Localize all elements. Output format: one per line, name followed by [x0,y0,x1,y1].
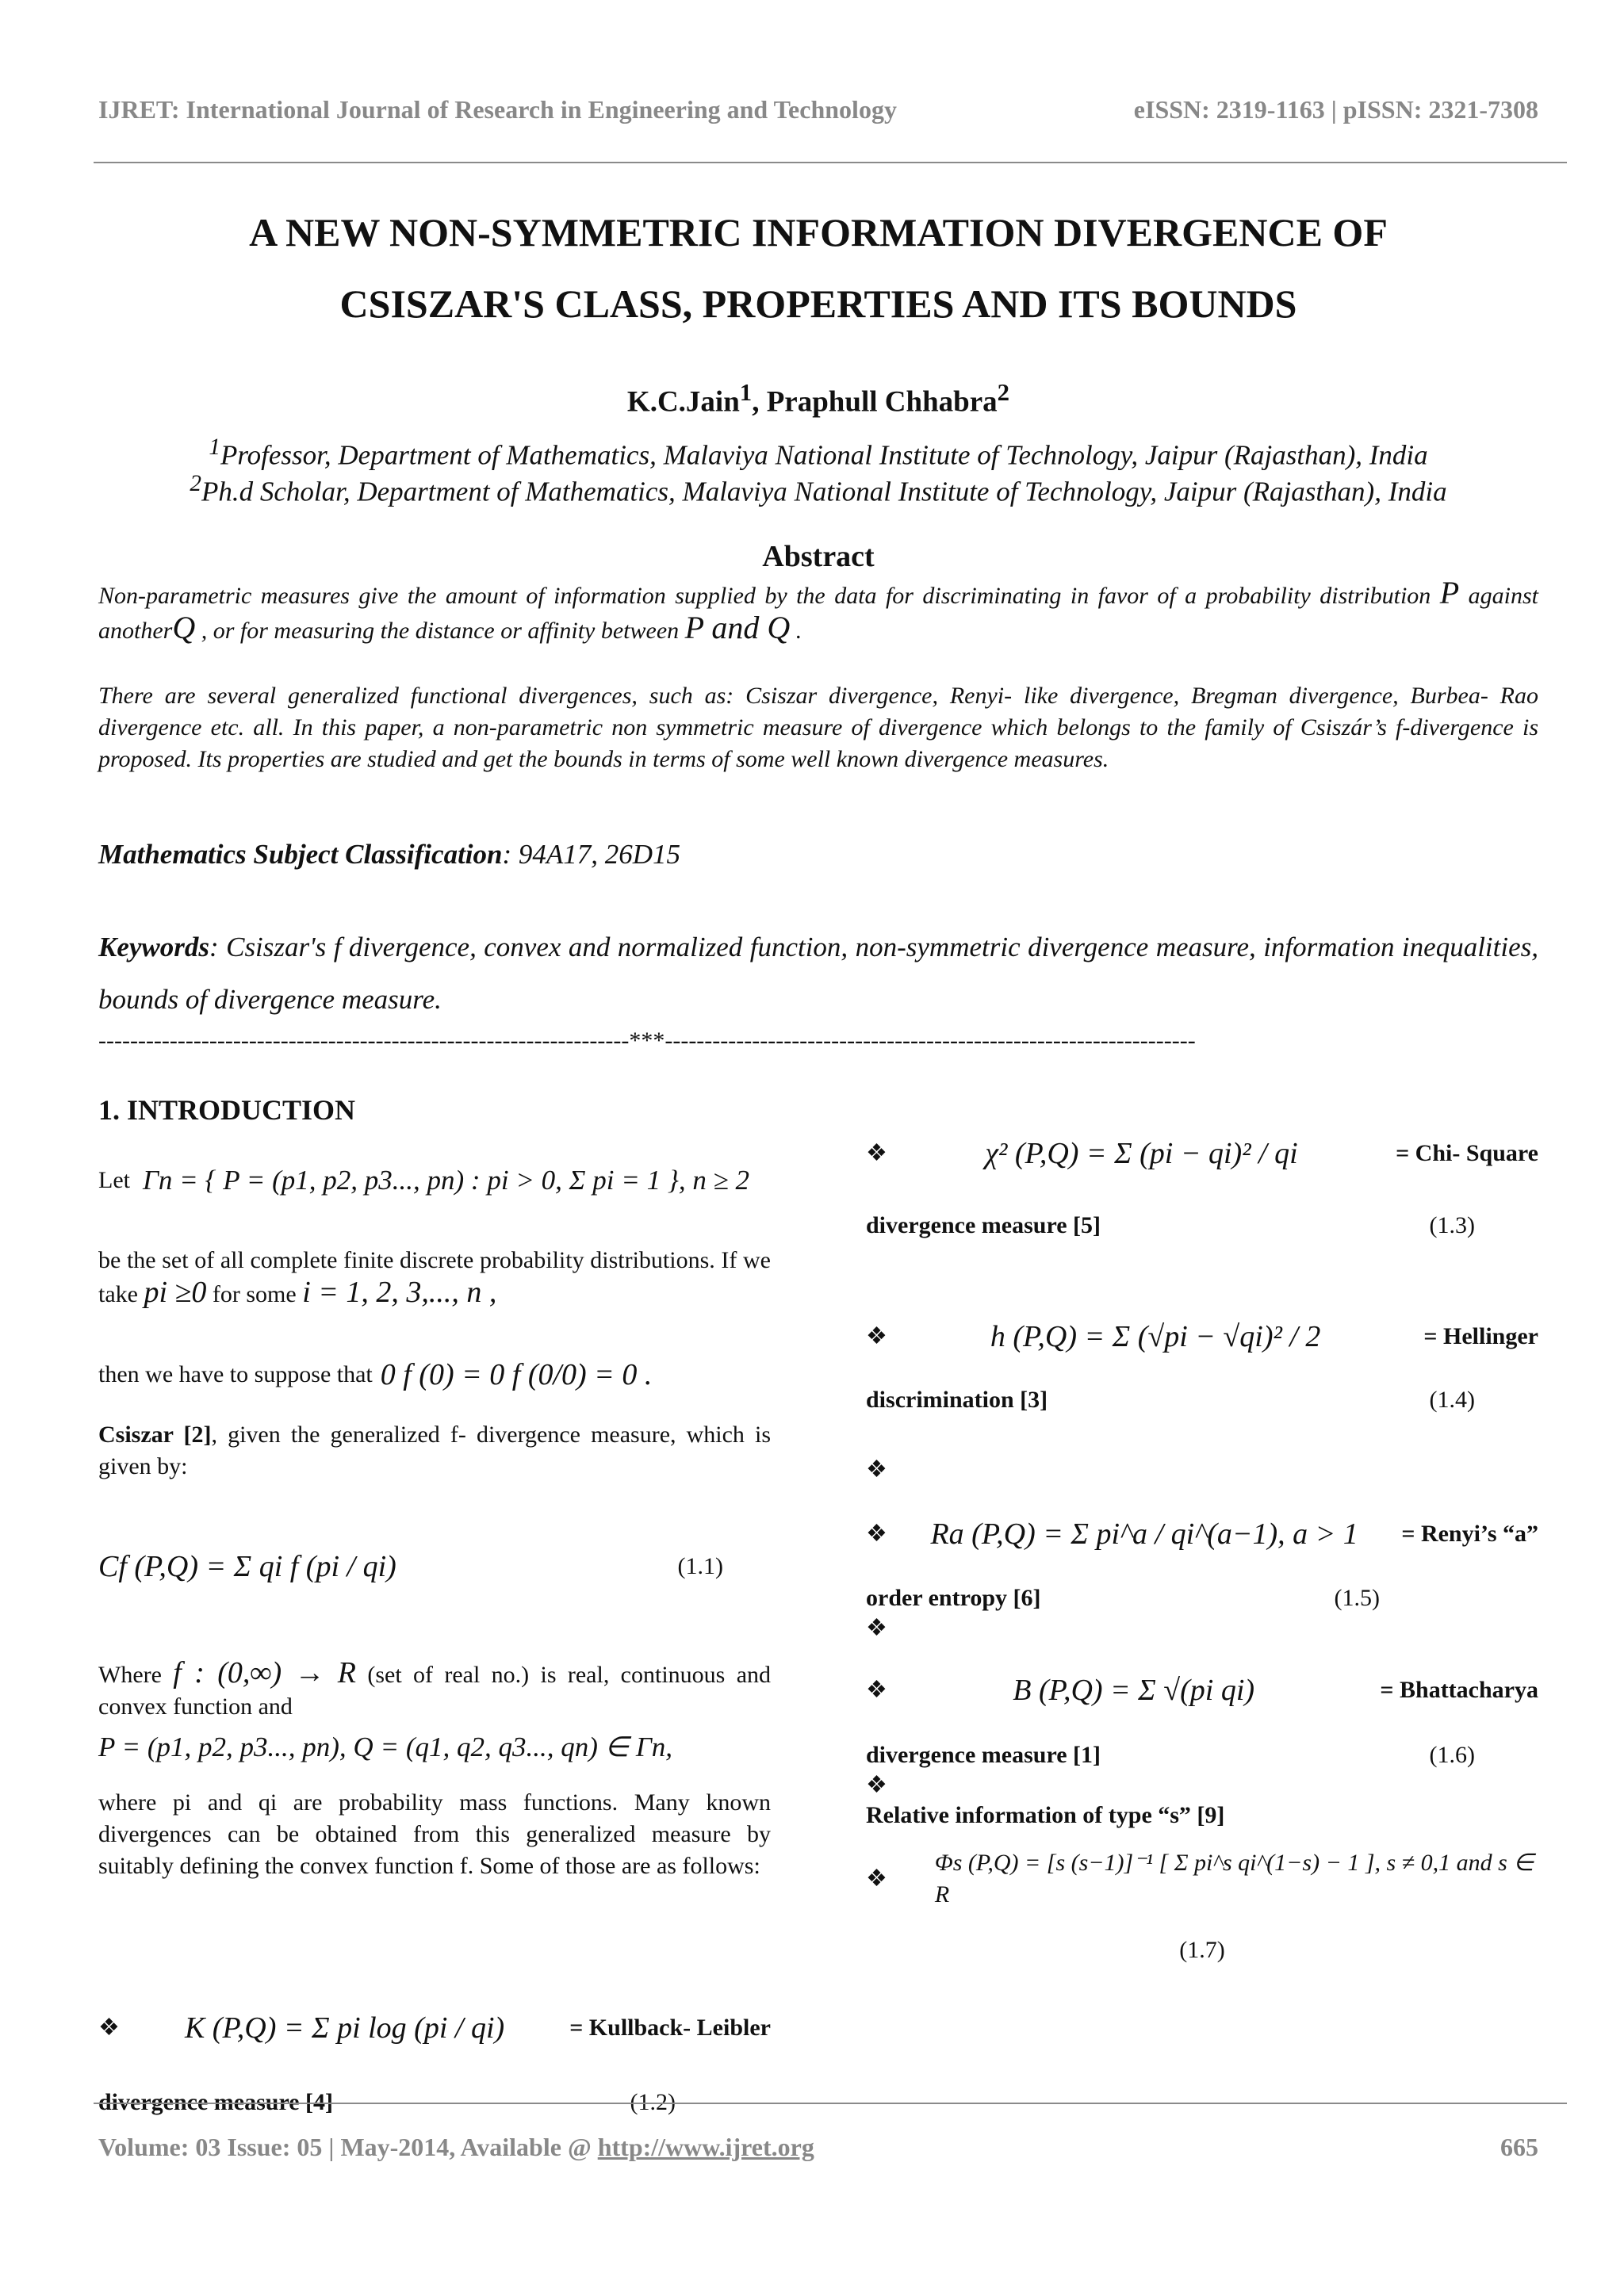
running-footer [98,2133,1538,2162]
equation-1-2-body: K (P,Q) = Σ pi log (pi / qi) [184,2011,505,2045]
equation-1-6-body: B (P,Q) = Σ √(pi qi) [1013,1674,1255,1707]
keywords-label: Keywords [98,932,209,962]
equation-1-7-caption [866,1934,1538,1966]
equation-1-6-caption [866,1739,1538,1771]
let-word: Let [98,1167,130,1193]
affiliation-2-text: Ph.d Scholar, Department of Mathematics, Malaviya National Institute of Technology, Jaipur (Rajasthan), India [201,476,1447,507]
abstract-heading: Abstract [762,540,875,573]
affiliation-1-sup: 1 [209,434,220,460]
intro-paragraph-1 [98,1245,771,1311]
abstract-paragraph-2: There are several generalized functional divergences, such as: Csiszar divergence, Renyi- like divergence, Bregman divergence, Burbea- Rao divergence etc. all. In this paper, a non-parametric non symmetric measure of divergence which belongs to the family of Csiszár’s f-divergence is proposed. Its properties are studied and get the bounds in terms of some well known divergence measures. [98,683,1538,772]
affiliation-1-text: Professor, Department of Mathematics, Malaviya National Institute of Technology, Jaipur (Rajasthan), India [220,439,1428,471]
equation-1-6-name: = Bhattacharya [1380,1677,1538,1703]
where1-text: (set of real no.) is real, continuous and convex function and [98,1662,772,1720]
bullet-icon: ❖ [866,1323,887,1349]
subject-classification [98,839,1538,871]
footer-volume-text: Volume: 03 Issue: 05 | May-2014, Available @ [98,2133,598,2161]
equation-1-1 [98,1527,771,1606]
symbol-q: Q [172,610,196,645]
empty-bullet-3 [866,1770,1538,1801]
affiliation-2-sup: 2 [190,471,201,496]
equation-1-3-ref: divergence measure [5] [866,1212,1101,1238]
equation-1-5-number: (1.5) [1334,1585,1380,1611]
journal-link[interactable]: http://www.ijret.org [597,2133,814,2161]
equation-1-3-caption [866,1210,1538,1242]
affiliation-2 [98,471,1538,508]
equation-1-6 [866,1651,1538,1730]
csiszar-ref: Csiszar [2] [98,1422,212,1448]
equation-1-7-number: (1.7) [1179,1937,1225,1963]
pq-equation: P = (p1, p2, p3..., pn), Q = (q1, q2, q3..., qn) ∈ Γn, [98,1732,673,1762]
section-heading-introduction: 1. INTRODUCTION [98,1094,356,1126]
equation-1-3-number: (1.3) [1429,1212,1475,1238]
equation-1-5 [866,1490,1538,1578]
title-line-2: CSISZAR'S CLASS, PROPERTIES AND ITS BOUNDS [339,281,1297,326]
paper-title [98,197,1538,339]
classification-value: : 94A17, 26D15 [502,839,681,870]
intro-p1-range: i = 1, 2, 3,..., n , [302,1276,497,1309]
equation-1-7 [866,1839,1538,1919]
relative-information-heading: Relative information of type “s” [9] [866,1802,1225,1828]
equation-1-3-body: χ² (P,Q) = Σ (pi − qi)² / qi [985,1137,1298,1170]
equation-1-1-number: (1.1) [677,1553,723,1579]
author-1: K.C.Jain [626,385,740,419]
bullet-icon: ❖ [866,1677,887,1703]
authors [98,379,1538,419]
equation-1-5-name: = Renyi’s “a” [1401,1521,1538,1547]
bullet-icon: ❖ [866,1456,887,1483]
equation-1-4-number: (1.4) [1429,1387,1475,1413]
issn: eISSN: 2319-1163 | pISSN: 2321-7308 [1133,95,1538,124]
footer-rule [94,2103,1567,2104]
where-paragraph-1 [98,1657,771,1723]
intro-p1-for: for some [212,1281,297,1307]
bullet-icon: ❖ [866,1140,887,1166]
intro-paragraph-3 [98,1419,771,1483]
equation-1-1-body: Cf (P,Q) = Σ qi f (pi / qi) [98,1550,396,1583]
equation-1-5-caption [866,1582,1538,1614]
author-1-sup: 1 [739,379,753,406]
journal-name: IJRET: International Journal of Research in Engineering and Technology [98,95,897,124]
section-separator: -------------------------------------------------------------------***------------------------------------------------------------------- [98,1027,1196,1054]
intro-paragraph-2 [98,1343,771,1406]
bullet-icon: ❖ [866,1615,887,1641]
empty-bullet-2 [866,1613,1538,1644]
symbol-p-and-q: P and Q [684,610,791,645]
empty-bullet-1 [866,1454,1538,1486]
title-line-1: A NEW NON-SYMMETRIC INFORMATION DIVERGENCE OF [249,210,1388,254]
equation-1-4-name: = Hellinger [1423,1323,1538,1349]
equation-1-4 [866,1289,1538,1384]
equation-1-4-body: h (P,Q) = Σ (√pi − √qi)² / 2 [990,1320,1321,1353]
author-2-sup: 2 [997,379,1010,406]
equation-1-2-ref: divergence measure [4] [98,2089,334,2115]
abstract-paragraph-1 [98,577,1538,647]
intro-p1-text: be the set of all complete finite discrete probability distributions. If we take [98,1247,771,1307]
equation-1-2-name: = Kullback- Leibler [569,2015,771,2041]
affiliation-1 [98,434,1538,472]
equation-1-5-ref: order entropy [6] [866,1585,1041,1611]
equation-1-3 [866,1110,1538,1197]
equation-1-2 [98,1988,771,2068]
equation-1-6-ref: divergence measure [1] [866,1742,1101,1768]
abstract-p1-c: , or for measuring the distance or affinity between [195,618,685,644]
equation-1-7-body: Φs (P,Q) = [s (s−1)]⁻¹ [ Σ pi^s qi^(1−s) − 1 ], s ≠ 0,1 and s ∈ R [934,1850,1534,1908]
footer-volume [98,2133,814,2162]
bullet-icon: ❖ [866,1521,887,1547]
gamma-equation: Γn = { P = (p1, p2, p3..., pn) : pi > 0, Σ pi = 1 }, n ≥ 2 [142,1165,750,1196]
abstract-p1-a: Non-parametric measures give the amount of information supplied by the data for discriminating in favor of a probability distribution [98,583,1440,609]
running-header [98,95,1538,124]
where-paragraph-2: where pi and qi are probability mass functions. Many known divergences can be obtained from this generalized measure by suitably defining the convex function f. Some of those are as follows: [98,1789,771,1879]
equation-1-3-name: = Chi- Square [1396,1140,1538,1166]
where-word: Where [98,1662,162,1688]
equation-1-6-number: (1.6) [1429,1742,1475,1768]
abstract-p1-b: against another [98,583,1538,644]
bullet-icon: ❖ [866,1772,887,1798]
bullet-icon: ❖ [866,1866,887,1892]
gamma-definition [98,1145,771,1216]
intro-p3-text: , given the generalized f- divergence measure, which is given by: [98,1422,772,1479]
keywords [98,921,1538,1026]
symbol-p: P [1439,575,1460,610]
equation-1-4-caption [866,1384,1538,1416]
header-rule [94,162,1567,163]
intro-p1-condition: pi ≥0 [144,1276,207,1309]
equation-1-2-number: (1.2) [630,2089,676,2115]
function-f-domain: f : (0,∞) → R [173,1656,357,1689]
equation-1-4-ref: discrimination [3] [866,1387,1048,1413]
author-separator: , [752,385,767,419]
pq-definition [98,1732,771,1765]
author-2: Praphull Chhabra [766,385,998,419]
bullet-icon: ❖ [98,2015,120,2041]
classification-label: Mathematics Subject Classification [98,839,503,870]
keywords-value: : Csiszar's f divergence, convex and normalized function, non-symmetric divergence measure, information inequalities, bounds of divergence measure. [98,932,1538,1015]
intro-p2-text: then we have to suppose that [98,1361,373,1387]
equation-1-5-body: Ra (P,Q) = Σ pi^a / qi^(a−1), a > 1 [930,1517,1358,1551]
page-number: 665 [1500,2133,1538,2161]
intro-p2-equation: 0 f (0) = 0 f (0/0) = 0 . [380,1358,653,1391]
abstract-p1-d: . [790,618,802,644]
